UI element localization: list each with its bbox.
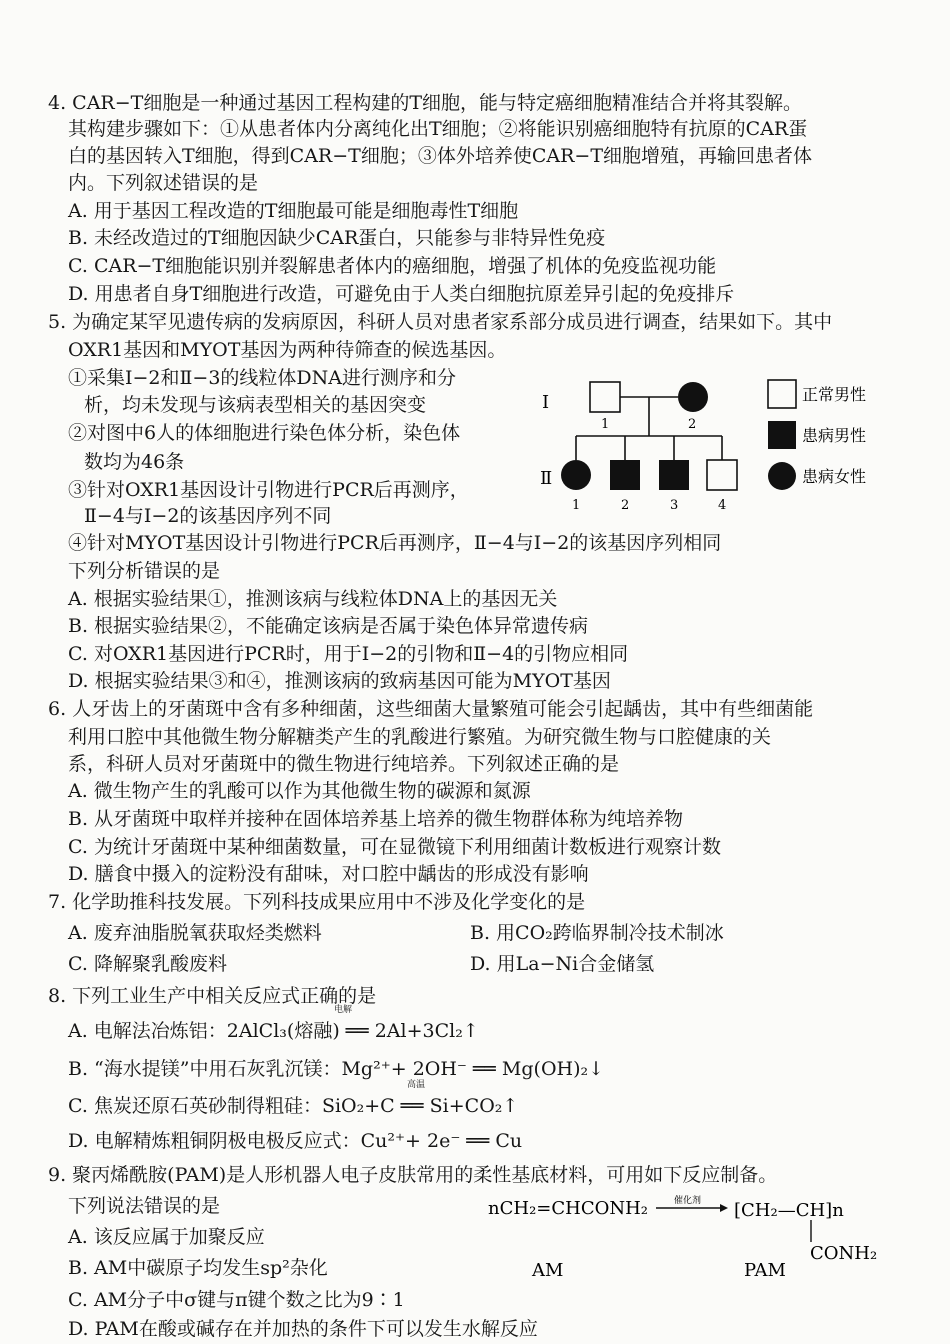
q6-stem-line: 系，科研人员对牙菌斑中的微生物进行纯培养。下列叙述正确的是 bbox=[68, 753, 620, 775]
q8-option-d: D. 电解精炼粗铜阴极电极反应式：Cu²⁺+ 2e⁻ ══ Cu bbox=[68, 1130, 523, 1152]
page-edge-cutoff bbox=[0, 1322, 950, 1344]
q8-option-b: B. “海水提镁”中用石灰乳沉镁：Mg²⁺+ 2OH⁻ ══ Mg(OH)₂↓ bbox=[68, 1058, 605, 1080]
q9-option-c: C. AM分子中σ键与π键个数之比为9∶1 bbox=[68, 1289, 405, 1311]
q8-stem: 8. 下列工业生产中相关反应式正确的是 bbox=[48, 985, 377, 1007]
gen1-number: 1 bbox=[601, 417, 610, 432]
q7-option-b: B. 用CO₂跨临界制冷技术制冰 bbox=[470, 922, 724, 944]
q5-item: Ⅱ−4与Ⅰ−2的该基因序列不同 bbox=[84, 505, 332, 527]
gen2-number: 2 bbox=[621, 498, 630, 513]
q5-item: ②对图中6人的体细胞进行染色体分析，染色体 bbox=[68, 422, 461, 444]
reactant-label: AM bbox=[532, 1260, 564, 1281]
q4-option-a: A. 用于基因工程改造的T细胞最可能是细胞毒性T细胞 bbox=[68, 200, 519, 222]
reactant-formula: nCH₂=CHCONH₂ bbox=[488, 1198, 649, 1219]
q7-option-a: A. 废弃油脂脱氧获取烃类燃料 bbox=[68, 922, 322, 944]
q5-option-c: C. 对OXR1基因进行PCR时，用于Ⅰ−2的引物和Ⅱ−4的引物应相同 bbox=[68, 643, 629, 665]
legend-label: 患病女性 bbox=[802, 467, 867, 486]
q8-option-a: A. 电解法冶炼铝：2AlCl₃(熔融) ══ 2Al+3Cl₂↑ bbox=[68, 1020, 479, 1042]
q7-stem: 7. 化学助推科技发展。下列科技成果应用中不涉及化学变化的是 bbox=[48, 891, 586, 913]
q4-stem-line: 其构建步骤如下：①从患者体内分离纯化出T细胞；②将能识别癌细胞特有抗原的CAR蛋 bbox=[68, 118, 808, 140]
q8-option-c: C. 焦炭还原石英砂制得粗硅：SiO₂+C ══ Si+CO₂↑ bbox=[68, 1095, 519, 1117]
pam-reaction bbox=[488, 1192, 908, 1292]
q6-stem-line: 6. 人牙齿上的牙菌斑中含有多种细菌，这些细菌大量繁殖可能会引起龋齿，其中有些细菌能 bbox=[48, 698, 814, 720]
gen2-number: 4 bbox=[718, 498, 727, 513]
q9-option-b: B. AM中碳原子均发生sp²杂化 bbox=[68, 1257, 328, 1279]
q6-option-c: C. 为统计牙菌斑中某种细菌数量，可在显微镜下利用细菌计数板进行观察计数 bbox=[68, 836, 721, 858]
q5-item: 析，均未发现与该病表型相关的基因突变 bbox=[84, 394, 427, 416]
gen2-male-normal bbox=[707, 460, 737, 490]
q5-option-d: D. 根据实验结果③和④，推测该病的致病基因可能为MYOT基因 bbox=[68, 670, 611, 692]
gen1-female-affected bbox=[678, 382, 708, 412]
legend-affected-female-icon bbox=[768, 462, 796, 490]
q5-item: ①采集Ⅰ−2和Ⅱ−3的线粒体DNA进行测序和分 bbox=[68, 367, 457, 389]
electrolysis-condition: 电解 bbox=[334, 1005, 353, 1015]
q4-stem-line: 4. CAR−T细胞是一种通过基因工程构建的T细胞，能与特定癌细胞精准结合并将其裂解。 bbox=[48, 92, 802, 114]
legend-affected-male-icon bbox=[768, 421, 796, 449]
q5-item: 数均为46条 bbox=[84, 451, 185, 473]
product-label: PAM bbox=[744, 1260, 786, 1281]
gen2-number: 1 bbox=[572, 498, 581, 513]
catalyst-label: 催化剂 bbox=[674, 1196, 702, 1206]
q4-option-d: D. 用患者自身T细胞进行改造，可避免由于人类白细胞抗原差异引起的免疫排斥 bbox=[68, 283, 735, 305]
product-formula: [CH₂—CH]n bbox=[734, 1200, 844, 1221]
gen2-female-affected bbox=[561, 460, 591, 490]
q6-stem-line: 利用口腔中其他微生物分解糖类产生的乳酸进行繁殖。为研究微生物与口腔健康的关 bbox=[68, 726, 772, 748]
q7-option-d: D. 用La−Ni合金储氢 bbox=[470, 953, 655, 975]
side-group: CONH₂ bbox=[810, 1243, 878, 1264]
generation-label: Ⅰ bbox=[542, 392, 550, 413]
generation-label: Ⅱ bbox=[540, 468, 553, 489]
q6-option-d: D. 膳食中摄入的淀粉没有甜味，对口腔中龋齿的形成没有影响 bbox=[68, 863, 589, 885]
gen2-male-affected bbox=[610, 460, 640, 490]
gen2-male-affected bbox=[659, 460, 689, 490]
gen2-number: 3 bbox=[670, 498, 679, 513]
q4-stem-line: 白的基因转入T细胞，得到CAR−T细胞；③体外培养使CAR−T细胞增殖，再输回患者体 bbox=[68, 145, 812, 167]
q5-option-b: B. 根据实验结果②，不能确定该病是否属于染色体异常遗传病 bbox=[68, 615, 589, 637]
high-temp-condition: 高温 bbox=[407, 1080, 426, 1090]
q4-stem-line: 内。下列叙述错误的是 bbox=[68, 172, 259, 194]
q5-item: ③针对OXR1基因设计引物进行PCR后再测序， bbox=[68, 479, 469, 501]
legend-label: 患病男性 bbox=[802, 426, 867, 445]
q6-option-a: A. 微生物产生的乳酸可以作为其他微生物的碳源和氮源 bbox=[68, 780, 531, 802]
q4-option-b: B. 未经改造过的T细胞因缺少CAR蛋白，只能参与非特异性免疫 bbox=[68, 227, 606, 249]
q7-option-c: C. 降解聚乳酸废料 bbox=[68, 953, 227, 975]
gen1-male-normal bbox=[590, 382, 620, 412]
q6-option-b: B. 从牙菌斑中取样并接种在固体培养基上培养的微生物群体称为纯培养物 bbox=[68, 808, 684, 830]
q9-option-d: D. PAM在酸或碱存在并加热的条件下可以发生水解反应 bbox=[68, 1318, 538, 1340]
gen1-number: 2 bbox=[688, 417, 697, 432]
q5-stem-line: OXR1基因和MYOT基因为两种待筛查的候选基因。 bbox=[68, 339, 507, 361]
q9-stem-line: 下列说法错误的是 bbox=[68, 1195, 221, 1217]
q9-stem-line: 9. 聚丙烯酰胺(PAM)是人形机器人电子皮肤常用的柔性基底材料，可用如下反应制备。 bbox=[48, 1164, 778, 1186]
q5-item: 下列分析错误的是 bbox=[68, 560, 221, 582]
pedigree-chart bbox=[530, 368, 910, 518]
q5-option-a: A. 根据实验结果①，推测该病与线粒体DNA上的基因无关 bbox=[68, 588, 558, 610]
legend-label: 正常男性 bbox=[802, 385, 867, 404]
q5-stem-line: 5. 为确定某罕见遗传病的发病原因，科研人员对患者家系部分成员进行调查，结果如下。其中 bbox=[48, 311, 833, 333]
legend-normal-male-icon bbox=[768, 380, 796, 408]
q4-option-c: C. CAR−T细胞能识别并裂解患者体内的癌细胞，增强了机体的免疫监视功能 bbox=[68, 255, 717, 277]
q9-option-a: A. 该反应属于加聚反应 bbox=[68, 1226, 265, 1248]
q5-item: ④针对MYOT基因设计引物进行PCR后再测序，Ⅱ−4与Ⅰ−2的该基因序列相同 bbox=[68, 532, 722, 554]
